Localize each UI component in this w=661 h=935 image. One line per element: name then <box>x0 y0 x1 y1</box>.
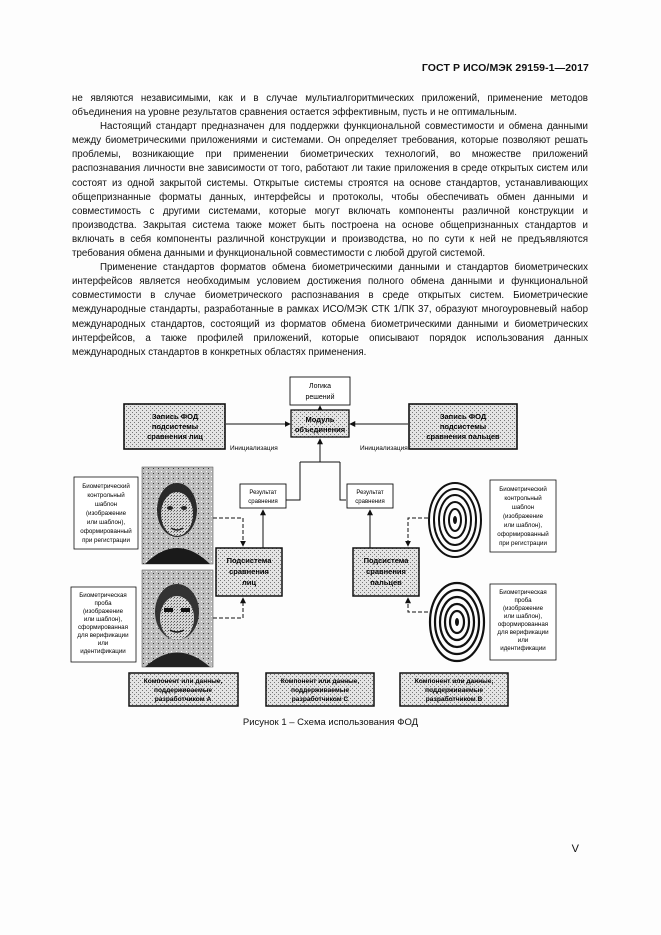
component-c-text-2: поддерживаемые <box>290 687 350 694</box>
face-template-photo <box>142 467 213 564</box>
face-subsystem-label-1: Подсистема <box>226 556 272 565</box>
init-label-left: Инициализация <box>230 445 278 452</box>
component-c-text-1: Компонент или данные, <box>280 678 360 685</box>
finger-record-label-3: сравнения пальцев <box>426 432 500 441</box>
face-subsystem-label-2: сравнения <box>229 567 269 576</box>
figure-caption: Рисунок 1 – Схема использования ФОД <box>242 717 419 728</box>
face-record-label-3: сравнения лиц <box>147 432 203 441</box>
finger-probe-text-1: Биометрическая <box>499 589 547 596</box>
face-probe-text-8: идентификации <box>80 648 126 655</box>
face-subsystem-label-3: лиц <box>242 578 256 587</box>
paragraph-1: не являются независимыми, как и в случае мультиалгоритмических приложений, применение методов объединения на уровне результатов сравнения остается эффективным, пусть и не оптимальным. <box>72 93 588 119</box>
paragraph-2: Настоящий стандарт предназначен для поддержки функциональной совместимости и обмена данными между биометрическими приложениями и системами. Он определяет требования, которые позволяют решать проблемы, возникающие при применении биометрических технологий, во множестве приложений распознавания личности вне зависимости от того, работают ли такие приложения в среде открытых систем или состоят из одной закрытой системы. Открытые системы строятся на основе стандартов, устанавливающих общепризнанные форматы данных, интерфейсы и протоколы, чтобы обеспечивать обмен данными и совместимость с другими системами, которые могут включать компоненты различной конструкции и производства. Закрытая система также может быть построена на основе общепризнанных стандартов и включать в себя компоненты различной конструкции и производства, но по сути к ней не предъявляются требования обмена данными и функциональной совместимости с любой другой системой. <box>72 121 588 260</box>
face-probe-arrow <box>213 598 243 618</box>
face-probe-photo <box>142 570 213 667</box>
finger-probe-text-5: оформированная <box>497 621 549 628</box>
face-probe-text-7: или <box>97 640 109 647</box>
finger-record-label-1: Запись ФОД <box>439 412 487 421</box>
finger-probe-text-3: (изображение <box>502 605 544 612</box>
finger-template-text-2: контрольный <box>504 495 542 502</box>
face-probe-text-3: (изображение <box>82 608 124 615</box>
face-template-text-4: (изображение <box>85 510 127 517</box>
face-template-text-1: Биометрический <box>82 483 130 490</box>
result-left-label-2: сравнения <box>248 499 278 505</box>
finger-subsystem-label-1: Подсистема <box>363 556 409 565</box>
finger-subsystem-label-2: сравнения <box>366 567 406 576</box>
finger-template-text-7: при регистрации <box>499 540 547 547</box>
finger-probe-text-8: идентификации <box>500 645 546 652</box>
finger-probe-text-2: проба <box>514 597 532 604</box>
finger-probe-text-4: или шаблон), <box>503 613 543 620</box>
result-line-left <box>286 462 300 500</box>
finger-template-arrow <box>408 518 428 546</box>
face-template-text-3: шаблон <box>94 501 118 508</box>
component-a-text-3: разработчиком А <box>154 696 212 703</box>
component-b-text-2: поддерживаемые <box>424 687 484 694</box>
face-template-text-2: контрольный <box>87 492 125 499</box>
face-template-text-7: при регистрации <box>82 537 130 544</box>
component-a-text-1: Компонент или данные, <box>143 678 223 685</box>
decision-logic-label-2: решений <box>305 394 335 401</box>
face-record-label-1: Запись ФОД <box>151 412 199 421</box>
finger-template-text-4: (изображение <box>502 513 544 520</box>
finger-probe-text-6: для верификации <box>497 629 549 636</box>
result-left-label-1: Результат <box>249 490 277 496</box>
finger-template-text-3: шаблон <box>511 504 535 511</box>
finger-template-text-5: или шаблон), <box>503 522 543 529</box>
result-right-label-1: Результат <box>356 490 384 496</box>
face-probe-text-1: Биометрическая <box>79 592 127 599</box>
paragraph-3: Применение стандартов форматов обмена биометрическими данными и стандартов биометрических интерфейсов является необходимым условием достижения полного обмена данными и функциональной совместимости в случае биометрического распознавания в среде открытых систем. Биометрические международные стандарты, разработанные в рамках ИСО/МЭК СТК 1/ПК 37, образуют многоуровневый набор международных стандартов, состоящий из форматов обмена биометрическими данными и биометрических интерфейсов, а также профилей приложений, которые описывают порядок использования данных международных стандартов в конкретных областях применения. <box>72 262 588 358</box>
component-a-text-2: поддерживаемые <box>153 687 213 694</box>
finger-template-print <box>429 483 481 557</box>
result-line-right <box>340 462 346 500</box>
face-template-arrow <box>213 518 243 546</box>
face-template-text-5: или шаблон), <box>86 519 126 526</box>
component-b-text-3: разработчиком В <box>425 696 483 703</box>
document-header-code: ГОСТ Р ИСО/МЭК 29159-1—2017 <box>421 62 589 74</box>
finger-template-text-1: Биометрический <box>499 486 547 493</box>
face-probe-text-6: для верификации <box>77 632 129 639</box>
finger-record-label-2: подсистемы <box>439 422 487 431</box>
face-template-text-6: оформированный <box>80 528 132 535</box>
result-right-label-2: сравнения <box>355 499 385 505</box>
face-probe-text-2: проба <box>94 600 112 607</box>
component-c-text-3: разработчиком С <box>291 696 349 703</box>
finger-subsystem-label-3: пальцев <box>370 578 402 587</box>
fusion-module-label-2: объединения <box>294 425 346 434</box>
finger-template-text-6: оформированный <box>497 531 549 538</box>
finger-probe-text-7: или <box>517 637 529 644</box>
init-label-right: Инициализация <box>360 445 408 452</box>
finger-probe-print <box>430 583 484 661</box>
fusion-module-label-1: Модуль <box>305 415 335 424</box>
face-probe-text-4: или шаблон), <box>83 616 123 623</box>
decision-logic-label-1: Логика <box>308 383 332 390</box>
component-b-text-1: Компонент или данные, <box>414 678 494 685</box>
finger-probe-arrow <box>408 598 428 612</box>
face-record-label-2: подсистемы <box>151 422 199 431</box>
face-probe-text-5: сформированная <box>78 624 128 631</box>
page-number: V <box>571 843 579 855</box>
